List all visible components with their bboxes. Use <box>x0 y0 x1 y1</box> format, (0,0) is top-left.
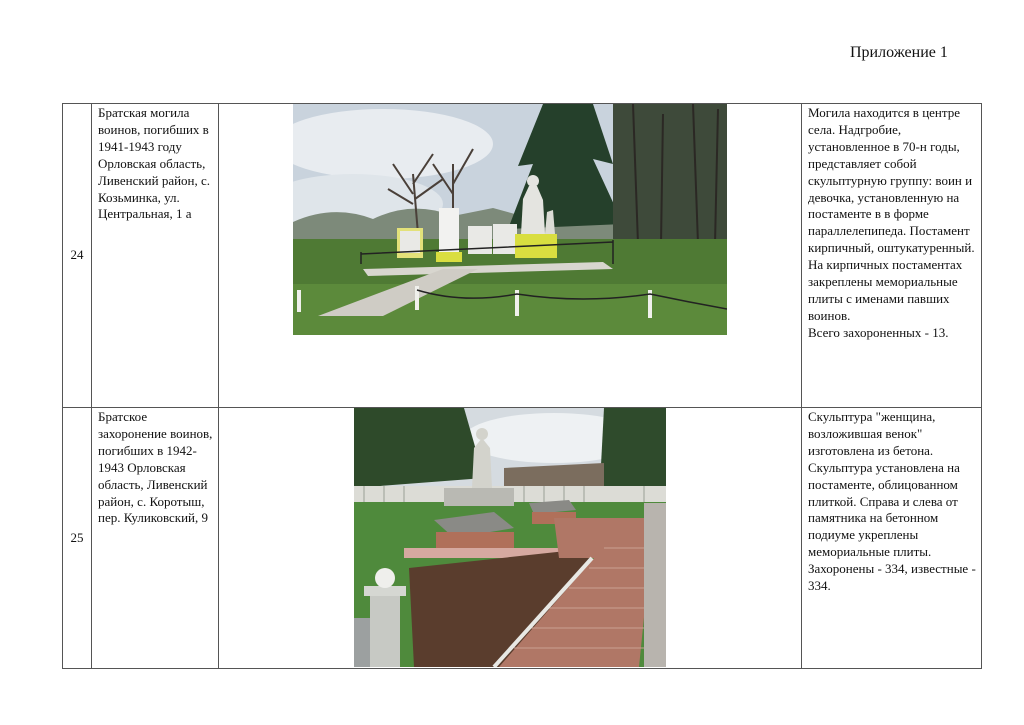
memorial-photo <box>293 104 727 335</box>
burials-count: Всего захороненных - 13. <box>808 324 949 340</box>
table-row <box>63 408 982 669</box>
location-cell: Братская могила воинов, погибших в 1941-1943 году Орловская область, Ливенский район, с. Козьминка, ул. Центральная, 1 а <box>92 104 219 408</box>
photo-cell <box>219 104 802 408</box>
location-cell: Братское захоронение воинов, погибших в 1942-1943 Орловская область, Ливенский район, с. Коротыш, пер. Куликовский, 9 <box>92 408 219 669</box>
row-number: 24 <box>63 104 92 408</box>
table-row <box>63 104 982 408</box>
description-text: Скульптура "женщина, возложившая венок" изготовлена из бетона. Скульптура установлена на постаменте, облицованном плиткой. Справа и слева от памятника на бетонном подиуме укреплены мемориальные плиты. Захоронены - 334, известные - 334. <box>808 409 976 594</box>
description-text: Могила находится в центре села. Надгробие, установленное в 70-н годы, представляет собой скульптурную группу: воин и девочка, установленную на постаменте в в форме параллелепипеда. Постамент кирпичный, оштукатуренный. На кирпичных постаментах закреплены мемориальные плиты с именами павших воинов. <box>808 105 975 323</box>
description-cell <box>802 408 982 669</box>
memorial-photo-illustration <box>354 408 666 667</box>
memorials-table <box>62 103 982 669</box>
memorial-photo-illustration <box>293 104 727 335</box>
memorial-photo <box>354 408 666 667</box>
photo-cell <box>219 408 802 669</box>
row-number: 25 <box>63 408 92 669</box>
description-cell <box>802 104 982 408</box>
appendix-label: Приложение 1 <box>850 44 948 61</box>
